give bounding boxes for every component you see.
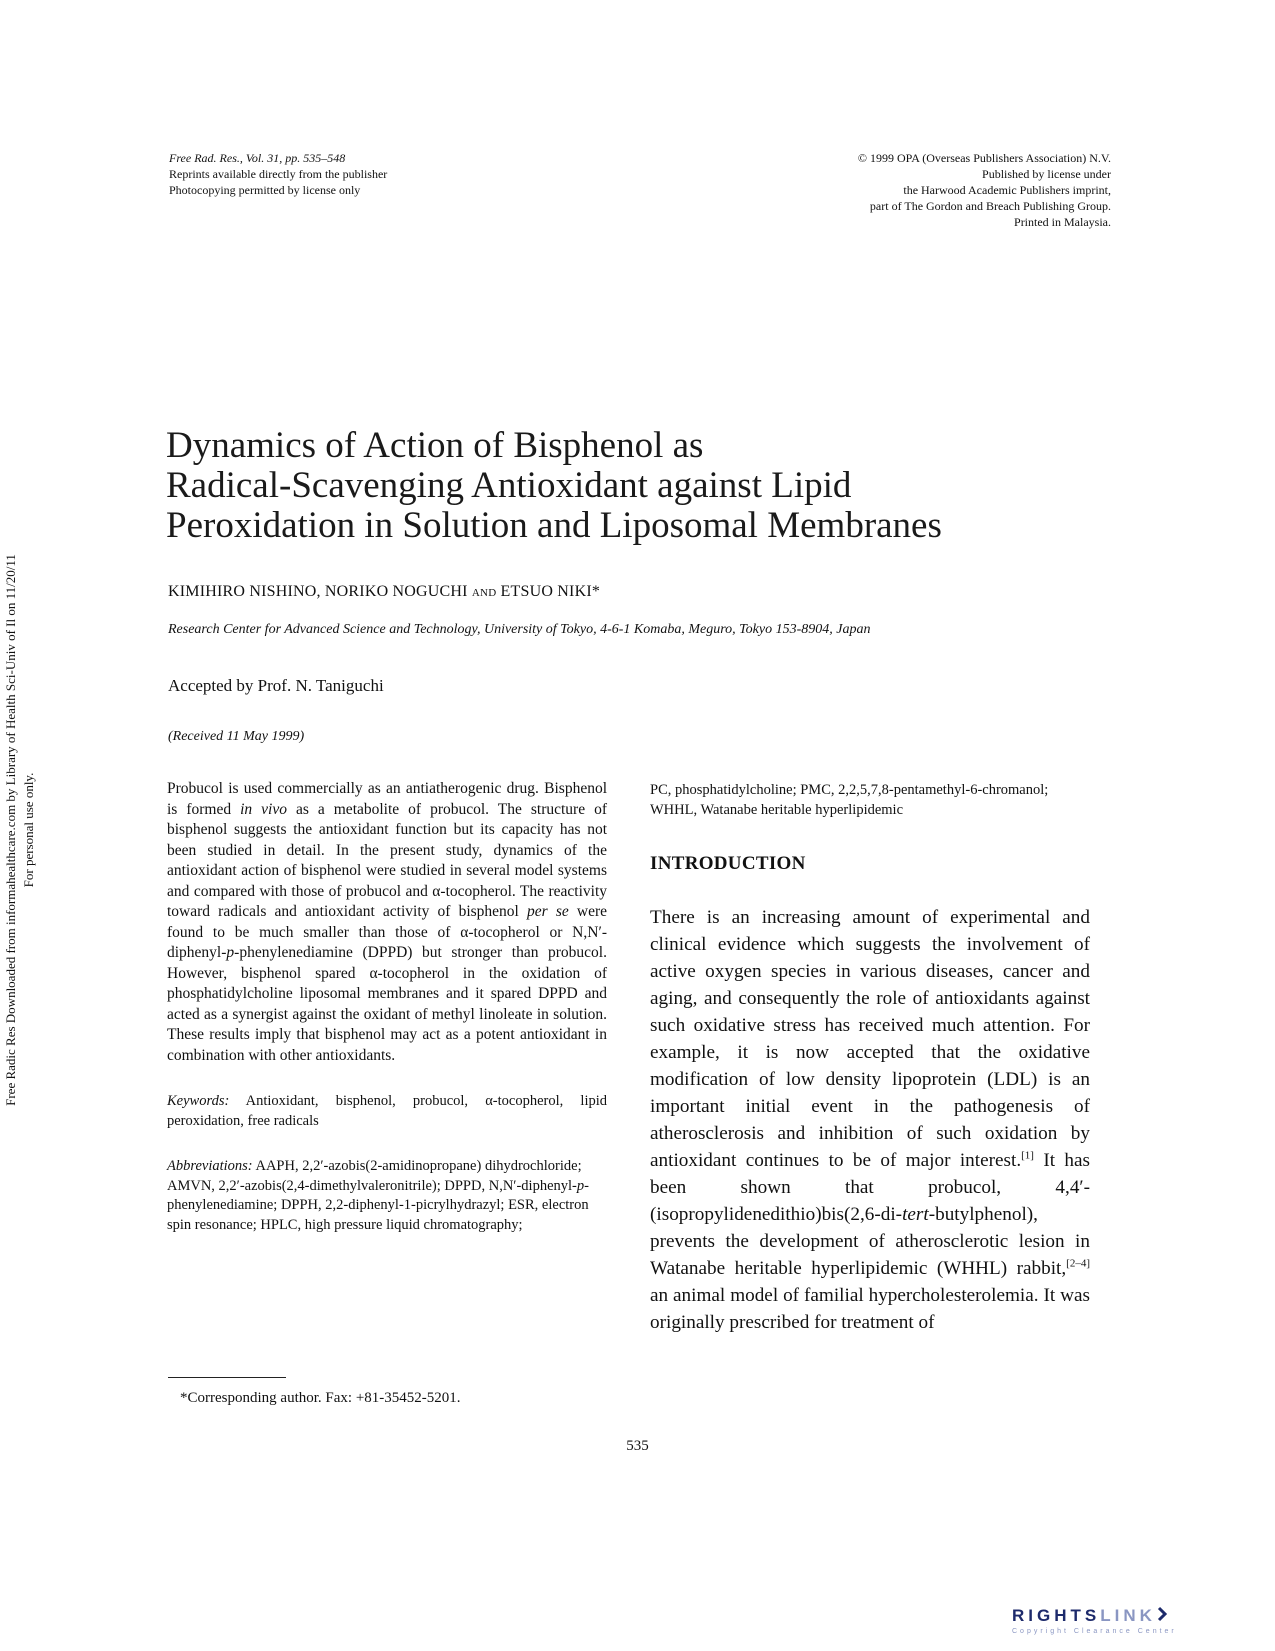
abstract [167, 779, 607, 1066]
abbreviations-text: -phenylenediamine; DPPH, 2,2-diphenyl-1-picrylhydrazyl; ESR, electron spin resonance; HPLC, high pressure liquid chromatography; [167, 1177, 589, 1233]
abstract-text: were found to be much smaller than those of α-tocopherol or N,N′-diphenyl- [167, 903, 607, 961]
printed-line: Printed in Malaysia. [1014, 215, 1111, 229]
abstract-italic: in vivo [240, 800, 287, 818]
abstract-text: Probucol is used commercially as an antiatherogenic drug. Bisphenol is formed [167, 780, 607, 818]
copyright-header [751, 150, 1111, 230]
personal-use-note: For personal use only. [21, 772, 36, 888]
abbreviations [167, 1157, 607, 1235]
rightslink-logo[interactable] [1012, 1606, 1242, 1640]
journal-citation-header [169, 150, 499, 198]
photocopy-line: Photocopying permitted by license only [169, 183, 361, 197]
intro-text: -butylphenol), prevents the development of atherosclerotic lesion in Watanabe heritable hyperlipidemic (WHHL) rabbit, [650, 1204, 1090, 1279]
keywords-text: Antioxidant, bisphenol, probucol, α-tocopherol, lipid peroxidation, free radicals [167, 1093, 607, 1129]
logo-tagline: Copyright Clearance Center [1012, 1628, 1177, 1636]
footnote-divider [168, 1377, 286, 1378]
article-title [166, 426, 1106, 546]
journal-citation-line: Free Rad. Res., Vol. 31, pp. 535–548 [169, 151, 346, 165]
citation-ref: [2–4] [1066, 1257, 1090, 1270]
page-number: 535 [626, 1438, 649, 1454]
abstract-text: as a metabolite of probucol. The structure of bisphenol suggests the antioxidant function but its capacity has not been studied in detail. In the present study, dynamics of the antioxidant action of bisphenol were studied in several model systems and compared with those of probucol and α-tocopherol. The reactivity toward radicals and antioxidant activity of bisphenol [167, 800, 607, 920]
intro-text: There is an increasing amount of experimental and clinical evidence which suggests the involvement of active oxygen species in various diseases, cancer and aging, and consequently the role of antioxidants against such oxidative stress has received much attention. For example, it is now accepted that the oxidative modification of low density lipoprotein (LDL) is an important initial event in the pathogenesis of atherosclerosis and inhibition of such oxidation by antioxidant continues to be of major interest. [650, 907, 1090, 1171]
abbreviations-italic: p [576, 1177, 585, 1194]
affiliation: Research Center for Advanced Science and Technology, University of Tokyo, 4-6-1 Komaba, Meguro, Tokyo 153-8904, Japan [168, 622, 871, 637]
abbreviations-label: Abbreviations: [167, 1158, 253, 1174]
chevron-right-icon [1154, 1606, 1170, 1627]
keywords [167, 1092, 607, 1131]
accepted-by: Accepted by Prof. N. Taniguchi [168, 676, 384, 695]
left-column [167, 779, 607, 1257]
introduction-body [650, 904, 1090, 1336]
citation-ref: [1] [1021, 1149, 1034, 1162]
abbreviations-continued: PC, phosphatidylcholine; PMC, 2,2,5,7,8-pentamethyl-6-chromanol; WHHL, Watanabe heritable hyperlipidemic [650, 782, 1049, 818]
imprint-line: the Harwood Academic Publishers imprint, [903, 183, 1111, 197]
title-line-3: Peroxidation in Solution and Liposomal Membranes [166, 505, 942, 546]
received-date: (Received 11 May 1999) [168, 729, 305, 744]
introduction-paragraph [650, 904, 1090, 1336]
title-line-2: Radical-Scavenging Antioxidant against Lipid [166, 465, 852, 506]
logo-word-light: LINK [1100, 1606, 1156, 1625]
section-heading-introduction: INTRODUCTION [650, 853, 806, 874]
intro-text: an animal model of familial hypercholesterolemia. It was originally prescribed for treatment of [650, 1285, 1090, 1333]
copyright-line: © 1999 OPA (Overseas Publishers Association) N.V. [857, 151, 1111, 165]
keywords-label: Keywords: [167, 1093, 230, 1109]
author-list: KIMIHIRO NISHINO, NORIKO NOGUCHI and ETSUO NIKI* [168, 583, 601, 600]
abstract-italic: p [226, 944, 235, 961]
download-note: Free Radic Res Downloaded from informahealthcare.com by Library of Health Sci-Univ of Il on 11/20/11 [3, 554, 18, 1106]
reprints-line: Reprints available directly from the publisher [169, 167, 388, 181]
corresponding-author-footnote: *Corresponding author. Fax: +81-35452-5201. [180, 1390, 461, 1406]
license-line: Published by license under [982, 167, 1111, 181]
logo-word-dark: RIGHTS [1012, 1606, 1101, 1625]
intro-text: It has been shown that probucol, 4,4′-(isopropylidenedithio)bis(2,6-di- [650, 1150, 1090, 1225]
abbreviations-text: AAPH, 2,2′-azobis(2-amidinopropane) dihydrochloride; AMVN, 2,2′-azobis(2,4-dimethylvaleronitrile); DPPD, N,N′-diphenyl- [167, 1158, 582, 1194]
title-line-1: Dynamics of Action of Bisphenol as [166, 425, 704, 466]
intro-italic: tert [902, 1204, 929, 1225]
download-watermark [2, 480, 36, 1180]
abstract-italic: per se [527, 903, 569, 920]
abstract-text: -phenylenediamine (DPPD) but stronger than probucol. However, bisphenol spared α-tocopherol in the oxidation of phosphatidylcholine liposomal membranes and it spared DPPD and acted as a synergist against the oxidant of methyl linoleate in solution. These results imply that bisphenol may act as a potent antioxidant in combination with other antioxidants. [167, 944, 607, 1064]
publisher-group-line: part of The Gordon and Breach Publishing Group. [869, 199, 1111, 213]
